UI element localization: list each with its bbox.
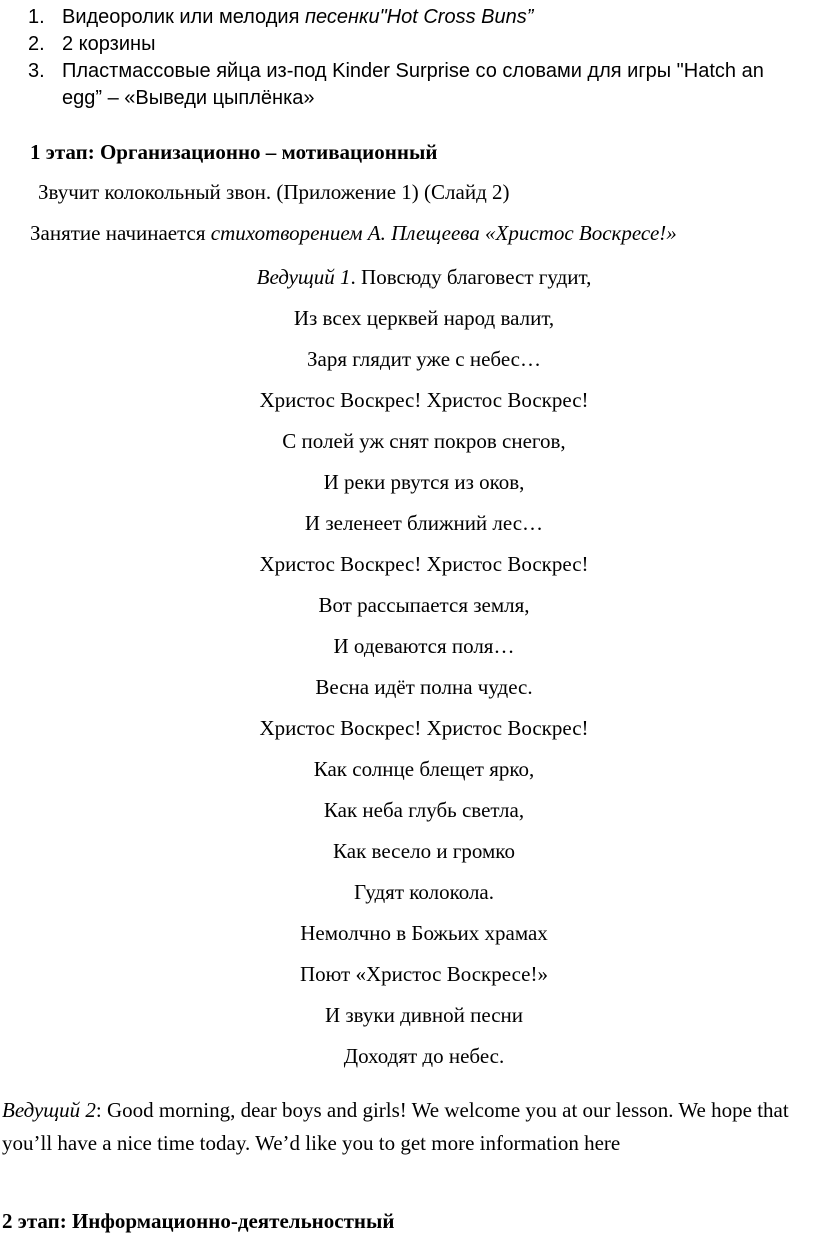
poem-line: И реки рвутся из оков, [323, 470, 525, 494]
list-number: 2. [28, 33, 45, 55]
poem [0, 257, 816, 1077]
poem-line: Поют «Христос Воскресе!» [299, 962, 548, 986]
list-item [28, 58, 808, 112]
bells-paragraph: Звучит колокольный звон. (Приложение 1) (Слайд 2) [38, 180, 510, 204]
poem-line: Из всех церквей народ валит, [293, 306, 555, 330]
poem-line: Доходят до небес. [343, 1044, 505, 1068]
stage2-heading: 2 этап: Информационно-деятельностный [2, 1209, 395, 1233]
poem-line: Вот рассыпается земля, [318, 593, 530, 617]
poem-line: Христос Воскрес! Христос Воскрес! [259, 552, 589, 576]
poem-line: Христос Воскрес! Христос Воскрес! [259, 388, 589, 412]
poem-line: Заря глядит уже с небес… [306, 347, 541, 371]
poem-line: Гудят колокола. [353, 880, 495, 904]
poem-line: Весна идёт полна чудес. [315, 675, 533, 699]
item-text: Видеоролик или мелодия [62, 6, 305, 28]
intro-paragraph [30, 221, 677, 246]
intro-text: Занятие начинается [30, 221, 211, 245]
poem-line [0, 257, 816, 298]
poem-line: Как весело и громко [333, 839, 515, 863]
list-number: 1. [28, 6, 45, 28]
poem-line: С полей уж снят покров снегов, [282, 429, 566, 453]
list-text [62, 4, 808, 31]
list-text: 2 корзины [62, 33, 156, 55]
speaker2-name: Ведущий 2 [2, 1098, 96, 1122]
list-text: Пластмассовые яйца из-под Kinder Surprise со словами для игры "Hatch an egg” – «Выведи цыплёнка» [62, 60, 764, 109]
speaker2-paragraph [2, 1094, 814, 1160]
poem-line: Христос Воскрес! Христос Воскрес! [259, 716, 589, 740]
materials-list [28, 4, 808, 112]
stage1-heading: 1 этап: Организационно – мотивационный [30, 140, 438, 164]
poem-line: Немолчно в Божьих храмах [300, 921, 548, 945]
poem-title: стихотворением А. Плещеева «Христос Воскресе!» [210, 221, 677, 245]
poem-first-line: . Повсюду благовест гудит, [350, 265, 592, 289]
list-item [28, 4, 808, 31]
speaker2-text: : Good morning, dear boys and girls! We welcome you at our lesson. We hope that you’ll have a nice time today. We’d like you to get more information here [2, 1098, 789, 1155]
item-italic-text: песенки"Hot Cross Buns” [304, 6, 534, 28]
list-item [28, 31, 808, 58]
poem-line: Как неба глубь светла, [323, 798, 525, 822]
speaker1-name: Ведущий 1 [256, 265, 351, 289]
poem-line: И звуки дивной песни [324, 1003, 524, 1027]
poem-line: Как солнце блещет ярко, [313, 757, 535, 781]
poem-line: И одеваются поля… [333, 634, 515, 658]
poem-line: И зеленеет ближний лес… [304, 511, 544, 535]
list-number: 3. [28, 60, 45, 82]
